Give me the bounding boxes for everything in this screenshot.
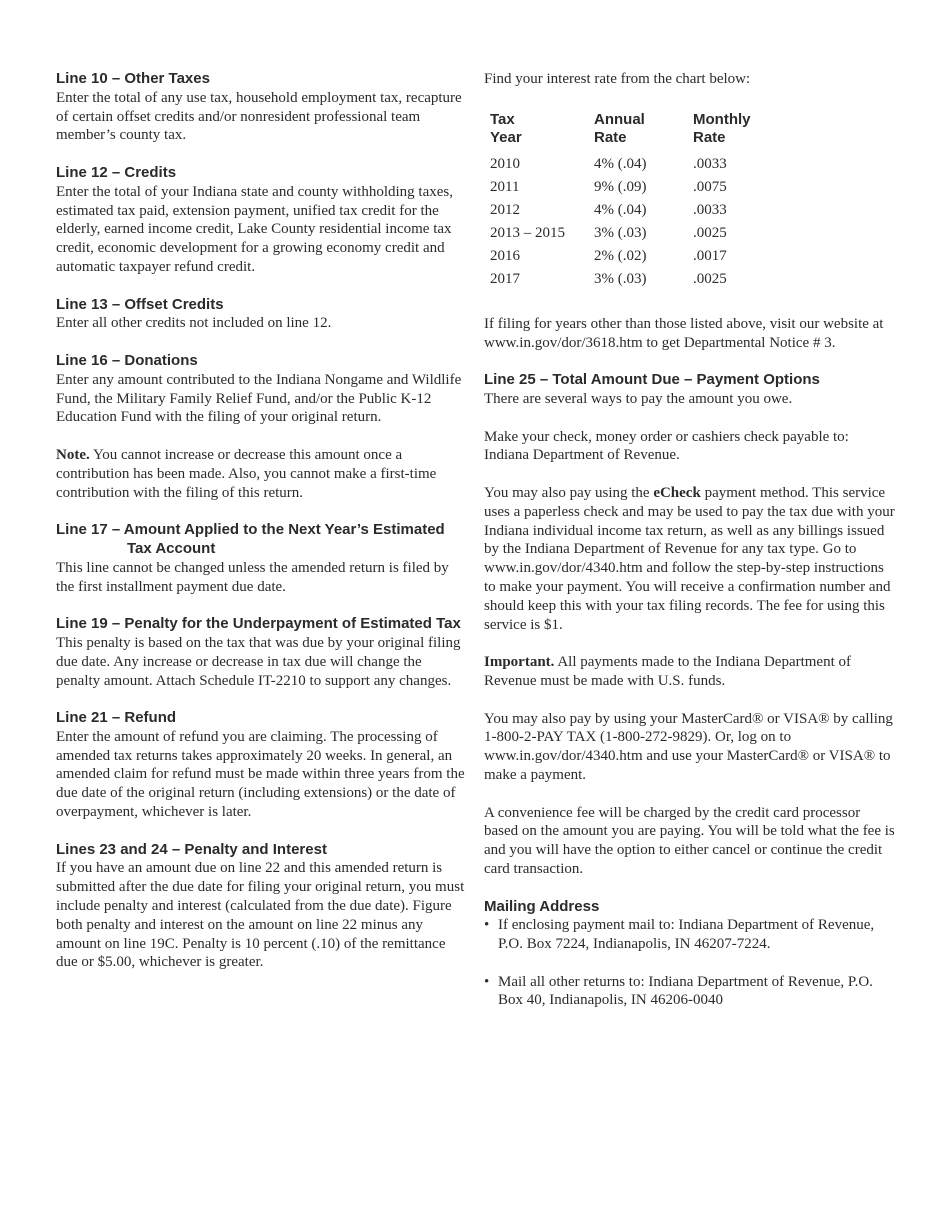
section-heading: Lines 23 and 24 – Penalty and Interest — [56, 840, 327, 858]
section-heading: Line 12 – Credits — [56, 163, 177, 181]
table-row — [484, 222, 773, 245]
echeck-paragraph: You may also pay using the eCheck payment method. This service uses a paperless check and may be used to pay the tax due with your Indiana individual income tax return, as well as any billings issued by the Indiana Department of Revenue for any tax type. Go to www.in.gov/dor/4340.htm and follow the step-by-step instructions to make your payment. You will receive a confirmation number and should keep this with your tax filing records. The fee for using this service is $1. — [484, 484, 895, 633]
section-heading: Line 19 – Penalty for the Underpayment of Estimated Tax — [56, 615, 461, 633]
section-text: There are several ways to pay the amount you owe. — [484, 390, 793, 407]
section-heading: Line 16 – Donations — [56, 351, 198, 369]
section-heading: Line 21 – Refund — [56, 709, 177, 727]
list-item: • If enclosing payment mail to: Indiana Department of Revenue, P.O. Box 7224, Indianapolis, IN 46207-7224. — [484, 917, 875, 953]
check-payable-paragraph: Make your check, money order or cashiers check payable to: Indiana Department of Revenue. — [484, 428, 849, 464]
section-text: If you have an amount due on line 22 and this amended return is submitted after the due date for filing your original return, you must include penalty and interest (calculated from the due date). Figure both penalty and interest on the amount on line 22 minus any amount on line 19C. Penalty is 10 percent (.10) of the remittance due or $5.00, whichever is greater. — [56, 860, 465, 971]
section-heading: Line 25 – Total Amount Due – Payment Options — [484, 371, 820, 389]
section-line-10 — [56, 70, 466, 145]
table-row — [484, 245, 773, 268]
section-text: Enter the amount of refund you are claiming. The processing of amended tax returns takes approximately 20 weeks. In general, an amended claim for refund must be made within three years from the due date of the original return (including extensions) or the date of overpayment, whichever is later. — [56, 728, 465, 821]
section-line-25 — [484, 371, 896, 409]
section-lines-23-24 — [56, 841, 466, 973]
cell-tax-year: 2011 — [490, 178, 520, 195]
cell-annual-rate: 9% (.09) — [594, 178, 647, 195]
note-paragraph — [56, 446, 466, 502]
section-text: This penalty is based on the tax that was due by your original filing due date. Any increase or decrease in tax due will change the penalty amount. Attach Schedule IT-2210 to support any changes. — [56, 634, 461, 689]
section-heading: Line 17 – Amount Applied to the Next Year’s Estimated Tax Account — [56, 521, 445, 557]
section-heading: Line 10 – Other Taxes — [56, 70, 210, 87]
rate-chart-intro: Find your interest rate from the chart below: — [484, 71, 751, 87]
section-line-19 — [56, 615, 466, 690]
mailing-list — [484, 916, 896, 1010]
section-line-12 — [56, 164, 466, 277]
section-line-13 — [56, 296, 466, 334]
important-paragraph: Important. All payments made to the Indiana Department of Revenue must be made with U.S. funds. — [484, 654, 852, 689]
cell-monthly-rate: .0025 — [693, 224, 727, 241]
section-heading: Mailing Address — [484, 897, 600, 915]
section-mailing-address — [484, 898, 896, 1011]
section-text: Enter the total of any use tax, household employment tax, recapture of certain offset credits and/or nonresident professional team member’s county tax. — [56, 89, 462, 144]
table-row — [484, 268, 773, 291]
note-text: You cannot increase or decrease this amount once a contribution has been made. Also, you cannot make a first-time contribution with the filing of this return. — [56, 446, 437, 501]
section-line-16 — [56, 352, 466, 427]
header-annual-rate: Annual Rate — [594, 110, 645, 146]
bullet-icon: • — [484, 917, 490, 934]
credit-card-paragraph: You may also pay by using your MasterCard® or VISA® by calling 1-800-2-PAY TAX (1-800-272-9829). Or, log on to www.in.gov/dor/4340.htm and use your MasterCard® or VISA® to make a payment. — [484, 710, 893, 783]
header-monthly-rate: Monthly Rate — [693, 110, 751, 146]
other-years-paragraph: If filing for years other than those listed above, visit our website at www.in.gov/dor/3618.htm to get Departmental Notice # 3. — [484, 315, 884, 351]
list-item: • Mail all other returns to: Indiana Department of Revenue, P.O. Box 40, Indianapolis, IN 46206-0040 — [484, 973, 873, 1009]
convenience-fee-paragraph: A convenience fee will be charged by the credit card processor based on the amount you are paying. You will be told what the fee is and you will have the option to either cancel or continue the credit card transaction. — [484, 804, 895, 877]
cell-annual-rate: 4% (.04) — [594, 201, 647, 218]
section-text: Enter the total of your Indiana state and county withholding taxes, estimated tax paid, extension payment, unified tax credit for the elderly, earned income credit, Lake County residential income tax credit, economic development for a growing economy credit and automatic taxpayer refund credit. — [56, 183, 453, 275]
cell-monthly-rate: .0033 — [693, 201, 727, 218]
cell-tax-year: 2013 – 2015 — [490, 224, 565, 241]
cell-annual-rate: 3% (.03) — [594, 270, 647, 287]
echeck-label: eCheck — [653, 484, 701, 501]
cell-annual-rate: 4% (.04) — [594, 155, 647, 172]
cell-monthly-rate: .0025 — [693, 270, 727, 287]
cell-annual-rate: 2% (.02) — [594, 247, 647, 264]
cell-monthly-rate: .0017 — [693, 247, 727, 264]
important-label: Important. — [484, 654, 555, 671]
right-column — [484, 70, 896, 1029]
left-column — [56, 70, 466, 991]
interest-rate-table — [484, 111, 773, 291]
cell-annual-rate: 3% (.03) — [594, 224, 647, 241]
cell-tax-year: 2016 — [490, 247, 520, 264]
table-row — [484, 153, 773, 176]
table-row — [484, 199, 773, 222]
cell-tax-year: 2017 — [490, 270, 520, 287]
bullet-icon: • — [484, 973, 490, 990]
cell-monthly-rate: .0033 — [693, 155, 727, 172]
cell-tax-year: 2012 — [490, 201, 520, 218]
section-line-17 — [56, 521, 466, 596]
section-text: This line cannot be changed unless the amended return is filed by the first installment payment due date. — [56, 559, 449, 595]
cell-tax-year: 2010 — [490, 155, 520, 172]
section-text: Enter all other credits not included on line 12. — [56, 315, 332, 332]
table-row — [484, 176, 773, 199]
section-text: Enter any amount contributed to the Indiana Nongame and Wildlife Fund, the Military Family Relief Fund, and/or the Public K-12 Education Fund with the filing of your original return. — [56, 371, 462, 426]
section-line-21 — [56, 709, 466, 822]
section-heading: Line 13 – Offset Credits — [56, 295, 224, 313]
header-tax-year: Tax Year — [490, 110, 522, 146]
note-label: Note. — [56, 446, 90, 463]
cell-monthly-rate: .0075 — [693, 178, 727, 195]
table-header-row — [484, 111, 773, 153]
